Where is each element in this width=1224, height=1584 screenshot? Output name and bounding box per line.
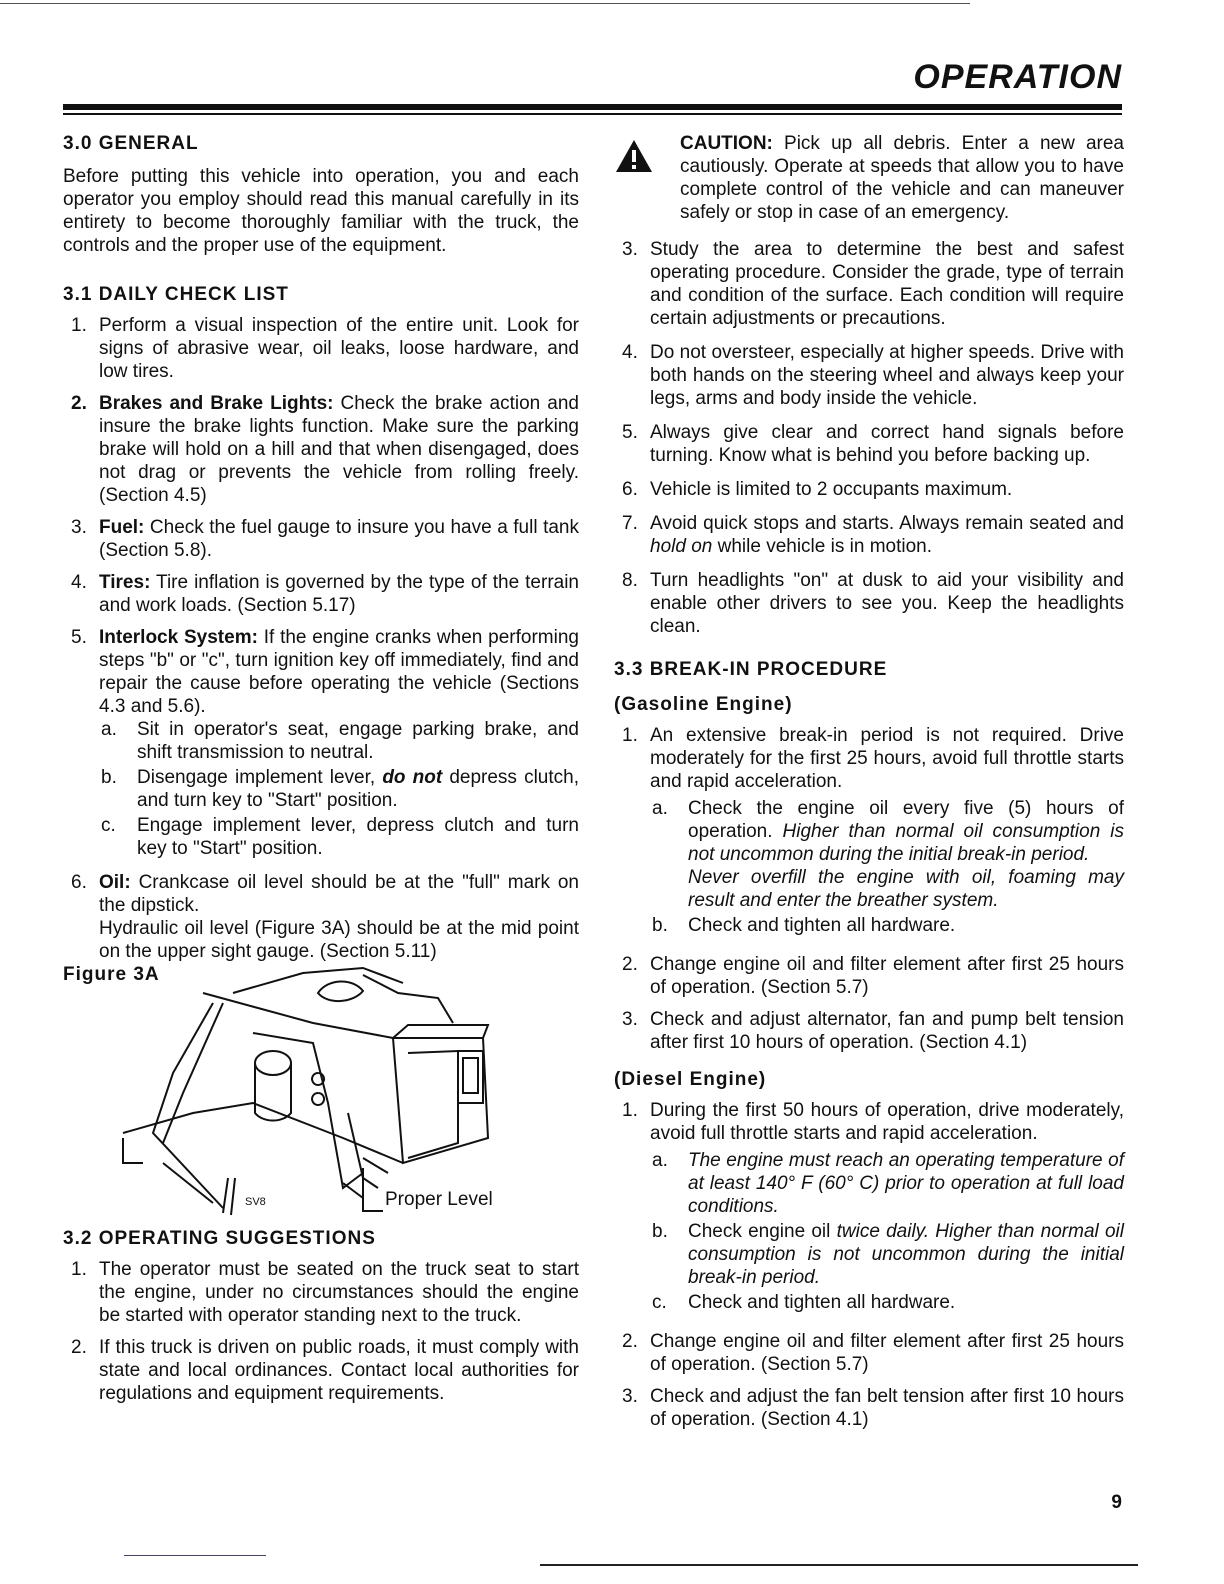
caution-box: CAUTION: Pick up all debris. Enter a new area cautiously. Operate at speeds that allow you to have complete control of the vehicle and can maneuver safely or stop in case of an emergency. — [614, 132, 1124, 224]
section-3-2-heading: 3.2 OPERATING SUGGESTIONS — [63, 1228, 376, 1249]
left-column — [63, 132, 579, 1414]
sub-item: c. Engage implement lever, depress clutch and turn key to "Start" position. — [101, 815, 579, 859]
list-item: 1. The operator must be seated on the truck seat to start the engine, under no circumstances should the engine be started with operator standing next to the truck. — [71, 1259, 579, 1326]
sub-item: b. Disengage implement lever, do not depress clutch, and turn key to "Start" position. — [101, 767, 579, 811]
section-3-1-heading: 3.1 DAILY CHECK LIST — [63, 284, 289, 305]
list-item: 6. Oil: Crankcase oil level should be at the "full" mark on the dipstick. Hydraulic oil level (Figure 3A) should be at the mid point on the upper sight gauge. (Section 5.11) — [71, 872, 579, 962]
section-3-3-heading: 3.3 BREAK-IN PROCEDURE — [614, 659, 888, 680]
header-rule — [63, 104, 1122, 110]
sub-item: b. Check and tighten all hardware. — [652, 915, 956, 936]
figure-label: Figure 3A — [63, 964, 160, 985]
header-rule-thin — [63, 113, 1122, 115]
list-item: 6. Vehicle is limited to 2 occupants maximum. — [622, 479, 1013, 500]
sub-item: a. Sit in operator's seat, engage parking brake, and shift transmission to neutral. — [101, 719, 579, 763]
page-title: OPERATION — [913, 58, 1122, 96]
list-item: 2. If this truck is driven on public roads, it must comply with state and local ordinances. Contact local authorities for regulations and equipment requirements. — [71, 1337, 579, 1404]
list-item: 2. Change engine oil and filter element after first 25 hours of operation. (Section 5.7) — [622, 954, 1124, 998]
sub-item: b. Check engine oil twice daily. Higher than normal oil consumption is not uncommon during the initial break-in period. — [652, 1221, 1124, 1288]
list-item: 1. During the first 50 hours of operation, drive moderately, avoid full throttle starts and rapid acceleration. a. The engine must reach an operating temperature of at least 140° F (60° C) prior to operation at full load conditions. b. Check engine oil twice daily. Higher than normal oil consumption is not uncommon during the initial break-in period. c. Check and tighten all hardware. — [622, 1100, 1124, 1313]
diesel-engine-heading: (Diesel Engine) — [614, 1069, 767, 1090]
list-item: 1. An extensive break-in period is not required. Drive moderately for the first 25 hours, avoid full throttle starts and rapid acceleration. a. Check the engine oil every five (5) hours of operation. Higher than normal oil consumption is not uncommon during the initial break-in period. Never overfill the engine with oil, foaming may result and enter the breather system. b. Check and tighten all hardware. — [622, 725, 1124, 936]
sub-item: a. Check the engine oil every five (5) hours of operation. Higher than normal oil consumption is not uncommon during the initial break-in period. Never overfill the engine with oil, foaming may result and enter the breather system. — [652, 798, 1124, 911]
list-item: 3. Check and adjust alternator, fan and pump belt tension after first 10 hours of operation. (Section 4.1) — [622, 1009, 1124, 1053]
list-item: 5. Always give clear and correct hand signals before turning. Know what is behind you before backing up. — [622, 422, 1124, 466]
gasoline-engine-heading: (Gasoline Engine) — [614, 694, 793, 715]
footer-line-right — [540, 1564, 1138, 1566]
figure-caption: Proper Level — [385, 1189, 493, 1210]
list-item: 8. Turn headlights "on" at dusk to aid your visibility and enable other drivers to see you. Keep the headlights clean. — [622, 570, 1124, 637]
figure-code: SV8 — [245, 1196, 266, 1208]
list-item: 4. Tires: Tire inflation is governed by the type of the terrain and work loads. (Section 5.17) — [71, 572, 579, 616]
list-item: 2. Brakes and Brake Lights: Check the brake action and insure the brake lights function. Make sure the parking brake will hold on a hill and that when disengaged, does not drag or prevents the vehicle from rolling freely. (Section 4.5) — [71, 393, 579, 506]
list-item: 7. Avoid quick stops and starts. Always remain seated and hold on while vehicle is in motion. — [622, 513, 1124, 557]
list-item: 4. Do not oversteer, especially at higher speeds. Drive with both hands on the steering wheel and always keep your legs, arms and body inside the vehicle. — [622, 342, 1124, 409]
list-item: 2. Change engine oil and filter element after first 25 hours of operation. (Section 5.7) — [622, 1331, 1124, 1375]
hydraulic-tank-illustration — [63, 963, 503, 1225]
list-item: 5. Interlock System: If the engine cranks when performing steps "b" or "c", turn ignition key off immediately, find and repair the cause before operating the vehicle (Sections 4.3 and 5.6). a. Sit in operator's seat, engage parking brake, and shift transmission to neutral. b. Disengage implement lever, do not depress clutch, and turn key to "Start" position. c. Engage implement lever, depress clutch and turn key to "Start" position. — [71, 627, 579, 859]
warning-icon — [614, 132, 680, 224]
sub-item: c. Check and tighten all hardware. — [652, 1292, 956, 1313]
scan-top-line — [0, 3, 970, 4]
list-item: 3. Fuel: Check the fuel gauge to insure you have a full tank (Section 5.8). — [71, 517, 579, 561]
section-3-0-heading: 3.0 GENERAL — [63, 133, 199, 154]
list-item: 3. Study the area to determine the best and safest operating procedure. Consider the grade, type of terrain and condition of the surface. Each condition will require certain adjustments or precautions. — [622, 239, 1124, 329]
list-item: 1. Perform a visual inspection of the entire unit. Look for signs of abrasive wear, oil leaks, loose hardware, and low tires. — [71, 315, 579, 382]
footer-line-left — [124, 1555, 266, 1556]
page-number: 9 — [1111, 1492, 1122, 1513]
section-3-0-body: Before putting this vehicle into operation, you and each operator you employ should read this manual carefully in its entirety to become thoroughly familiar with the truck, the controls and the proper use of the equipment. — [63, 166, 579, 256]
sub-item: a. The engine must reach an operating temperature of at least 140° F (60° C) prior to operation at full load conditions. — [652, 1150, 1124, 1217]
figure-3a — [63, 963, 503, 1225]
list-item: 3. Check and adjust the fan belt tension after first 10 hours of operation. (Section 4.1) — [622, 1386, 1124, 1430]
right-column — [614, 132, 1124, 1440]
